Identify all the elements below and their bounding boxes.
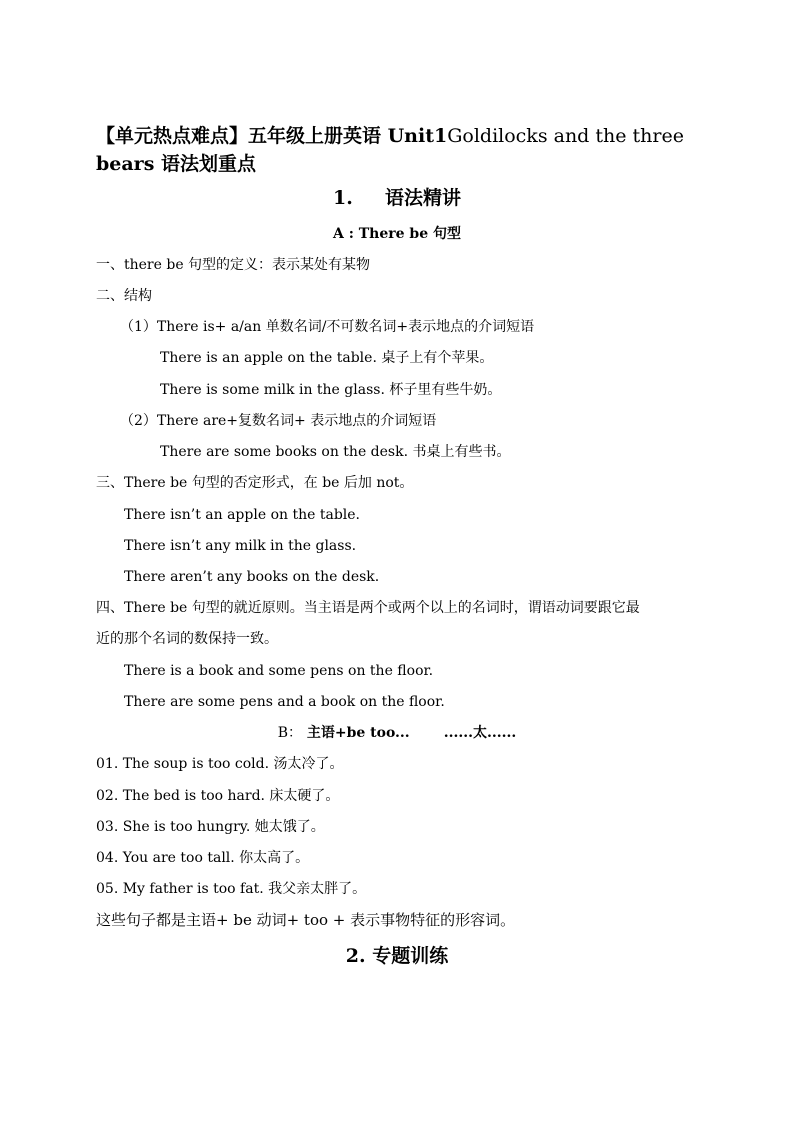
- proximity-example-2: There are some pens and a book on the floor.: [124, 694, 445, 710]
- structure-1-example-2: There is some milk in the glass. 杯子里有些牛奶。: [160, 382, 502, 398]
- negative-form-heading: 三、There be 句型的否定形式，在 be 后加 not。: [96, 475, 414, 491]
- definition-line: 一、there be 句型的定义：表示某处有某物: [96, 257, 371, 273]
- section-2-heading: 2. 专题训练: [345, 945, 449, 967]
- proximity-rule-line-1: 四、There be 句型的就近原则。当主语是两个或两个以上的名词时，谓语动词要跟它最: [96, 600, 640, 616]
- title-english: Goldilocks and the three: [447, 125, 684, 147]
- summary-line: 这些句子都是主语+ be 动词+ too + 表示事物特征的形容词。: [96, 911, 516, 929]
- part-b-title: 主语+be too... ......太......: [301, 725, 517, 741]
- part-a-heading: A : There be 句型: [332, 226, 461, 242]
- negative-example-2: There isn’t any milk in the glass.: [124, 538, 357, 554]
- structure-2-rule: （2）There are+复数名词+ 表示地点的介词短语: [120, 413, 437, 429]
- structure-2-example-1: There are some books on the desk. 书桌上有些书。: [160, 444, 511, 460]
- proximity-example-1: There is a book and some pens on the floor.: [124, 663, 434, 679]
- example-1: 01. The soup is too cold. 汤太冷了。: [96, 756, 344, 772]
- structure-1-rule: （1）There is+ a/an 单数名词/不可数名词+表示地点的介词短语: [120, 319, 535, 335]
- document-title: [96, 122, 700, 178]
- example-4: 04. You are too tall. 你太高了。: [96, 850, 310, 866]
- section-1-title: 语法精讲: [384, 187, 461, 209]
- section-1-number: 1.: [332, 187, 353, 209]
- negative-example-3: There aren’t any books on the desk.: [124, 569, 380, 585]
- structure-heading: 二、结构: [96, 288, 152, 304]
- title-prefix: 【单元热点难点】五年级上册英语 Unit1: [96, 125, 448, 147]
- part-b-label: B：: [277, 725, 302, 741]
- part-b-heading: [0, 724, 794, 742]
- example-3: 03. She is too hungry. 她太饿了。: [96, 819, 325, 835]
- example-2: 02. The bed is too hard. 床太硬了。: [96, 788, 340, 804]
- proximity-rule-line-2: 近的那个名词的数保持一致。: [96, 631, 278, 647]
- structure-1-example-1: There is an apple on the table. 桌子上有个苹果。: [160, 350, 494, 366]
- section-1-heading: [0, 186, 794, 210]
- example-5: 05. My father is too fat. 我父亲太胖了。: [96, 881, 367, 897]
- negative-example-1: There isn’t an apple on the table.: [124, 507, 360, 523]
- title-line2: bears 语法划重点: [96, 153, 257, 175]
